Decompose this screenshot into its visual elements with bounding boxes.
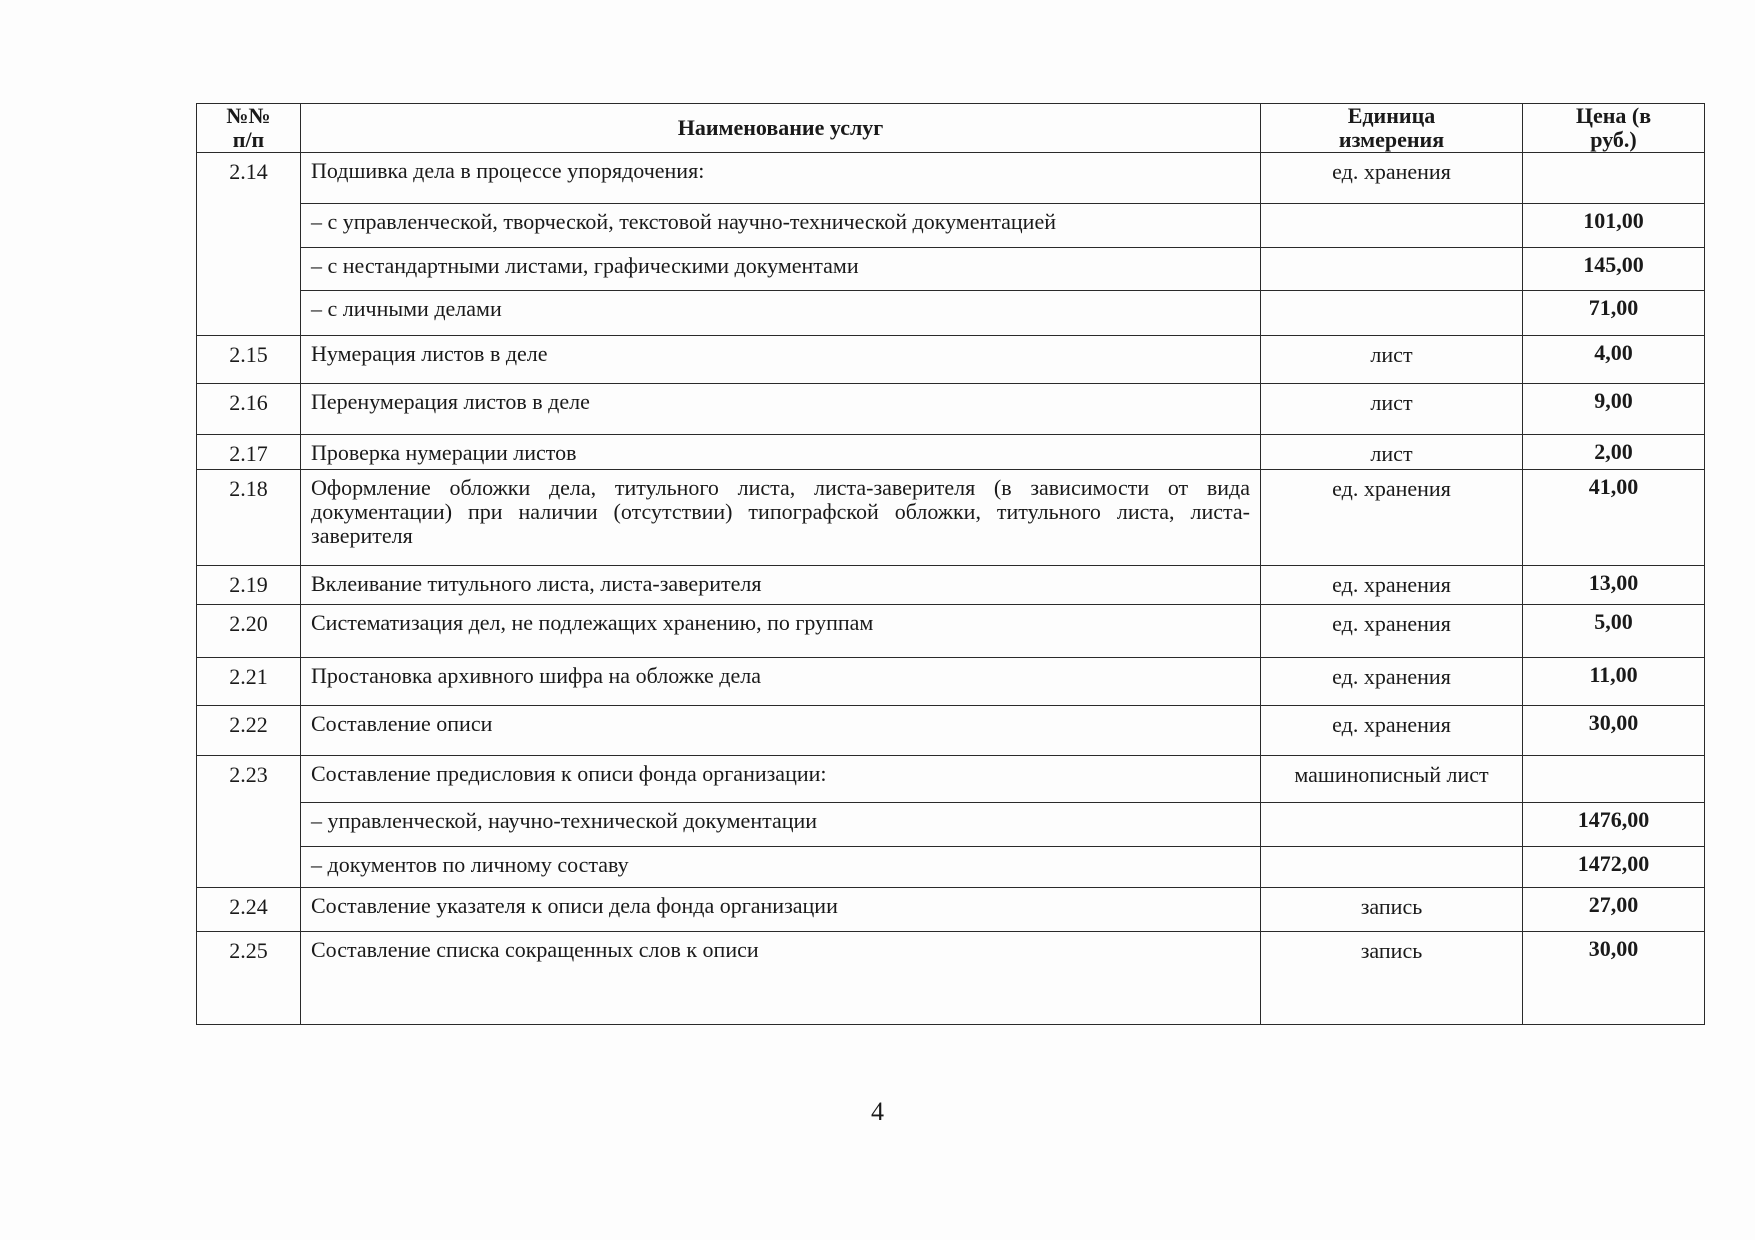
table-row <box>197 888 1705 932</box>
table-row <box>197 153 1705 204</box>
table-row <box>197 847 1705 888</box>
row-num: 2.16 <box>197 384 301 435</box>
price-table <box>196 103 1705 1025</box>
row-unit: лист <box>1261 336 1523 384</box>
row-num: 2.25 <box>197 932 301 1025</box>
row-num: 2.21 <box>197 658 301 706</box>
table-row <box>197 756 1705 803</box>
row-num: 2.24 <box>197 888 301 932</box>
row-num: 2.22 <box>197 706 301 756</box>
row-name: Вклеивание титульного листа, листа-заверителя <box>301 566 1261 605</box>
row-unit <box>1261 204 1523 248</box>
header-unit: Единица измерения <box>1261 104 1523 153</box>
table-row <box>197 248 1705 291</box>
table-row <box>197 336 1705 384</box>
row-name: – управленческой, научно-технической документации <box>301 803 1261 847</box>
row-num: 2.14 <box>197 153 301 336</box>
table-row <box>197 932 1705 1025</box>
row-unit: запись <box>1261 888 1523 932</box>
row-unit: ед. хранения <box>1261 658 1523 706</box>
row-num: 2.17 <box>197 435 301 470</box>
row-unit: ед. хранения <box>1261 153 1523 204</box>
row-price: 41,00 <box>1523 470 1705 566</box>
row-num: 2.23 <box>197 756 301 888</box>
table-row <box>197 384 1705 435</box>
table-row <box>197 605 1705 658</box>
row-name: Проверка нумерации листов <box>301 435 1261 470</box>
row-price: 30,00 <box>1523 932 1705 1025</box>
table-row <box>197 204 1705 248</box>
row-unit: лист <box>1261 435 1523 470</box>
row-unit: лист <box>1261 384 1523 435</box>
row-num: 2.19 <box>197 566 301 605</box>
row-name: Подшивка дела в процессе упорядочения: <box>301 153 1261 204</box>
row-name: – документов по личному составу <box>301 847 1261 888</box>
row-name: – с личными делами <box>301 291 1261 336</box>
row-name: Систематизация дел, не подлежащих хранению, по группам <box>301 605 1261 658</box>
row-num: 2.20 <box>197 605 301 658</box>
row-unit: машинописный лист <box>1261 756 1523 803</box>
row-price <box>1523 153 1705 204</box>
row-unit <box>1261 847 1523 888</box>
row-price: 11,00 <box>1523 658 1705 706</box>
table-row <box>197 566 1705 605</box>
header-price: Цена (в руб.) <box>1523 104 1705 153</box>
row-name: Составление списка сокращенных слов к описи <box>301 932 1261 1025</box>
row-unit: ед. хранения <box>1261 605 1523 658</box>
row-name: Перенумерация листов в деле <box>301 384 1261 435</box>
table-row <box>197 658 1705 706</box>
row-price: 27,00 <box>1523 888 1705 932</box>
table-header-row <box>197 104 1705 153</box>
row-unit <box>1261 248 1523 291</box>
row-unit: ед. хранения <box>1261 470 1523 566</box>
row-num: 2.18 <box>197 470 301 566</box>
row-name: – с управленческой, творческой, текстовой научно-технической документацией <box>301 204 1261 248</box>
header-num: №№ п/п <box>197 104 301 153</box>
row-price: 2,00 <box>1523 435 1705 470</box>
row-unit: запись <box>1261 932 1523 1025</box>
table-row <box>197 435 1705 470</box>
row-price: 13,00 <box>1523 566 1705 605</box>
row-name: Составление описи <box>301 706 1261 756</box>
table-row <box>197 470 1705 566</box>
row-price: 71,00 <box>1523 291 1705 336</box>
row-name: Составление указателя к описи дела фонда организации <box>301 888 1261 932</box>
table-row <box>197 291 1705 336</box>
row-price: 145,00 <box>1523 248 1705 291</box>
row-name: Простановка архивного шифра на обложке дела <box>301 658 1261 706</box>
row-price: 1476,00 <box>1523 803 1705 847</box>
page-number: 4 <box>871 1097 884 1126</box>
row-price: 1472,00 <box>1523 847 1705 888</box>
row-unit: ед. хранения <box>1261 706 1523 756</box>
table-row <box>197 803 1705 847</box>
row-price: 30,00 <box>1523 706 1705 756</box>
row-name: Оформление обложки дела, титульного листа, листа-заверителя (в зависимости от вида документации) при наличии (отсутствии) типографской обложки, титульного листа, листа-заверителя <box>301 470 1261 566</box>
row-name: – с нестандартными листами, графическими документами <box>301 248 1261 291</box>
header-name: Наименование услуг <box>301 104 1261 153</box>
row-unit <box>1261 291 1523 336</box>
row-name: Нумерация листов в деле <box>301 336 1261 384</box>
row-unit: ед. хранения <box>1261 566 1523 605</box>
row-price: 5,00 <box>1523 605 1705 658</box>
table-row <box>197 706 1705 756</box>
row-name: Составление предисловия к описи фонда организации: <box>301 756 1261 803</box>
row-price: 4,00 <box>1523 336 1705 384</box>
row-unit <box>1261 803 1523 847</box>
row-price <box>1523 756 1705 803</box>
row-price: 9,00 <box>1523 384 1705 435</box>
row-num: 2.15 <box>197 336 301 384</box>
row-price: 101,00 <box>1523 204 1705 248</box>
